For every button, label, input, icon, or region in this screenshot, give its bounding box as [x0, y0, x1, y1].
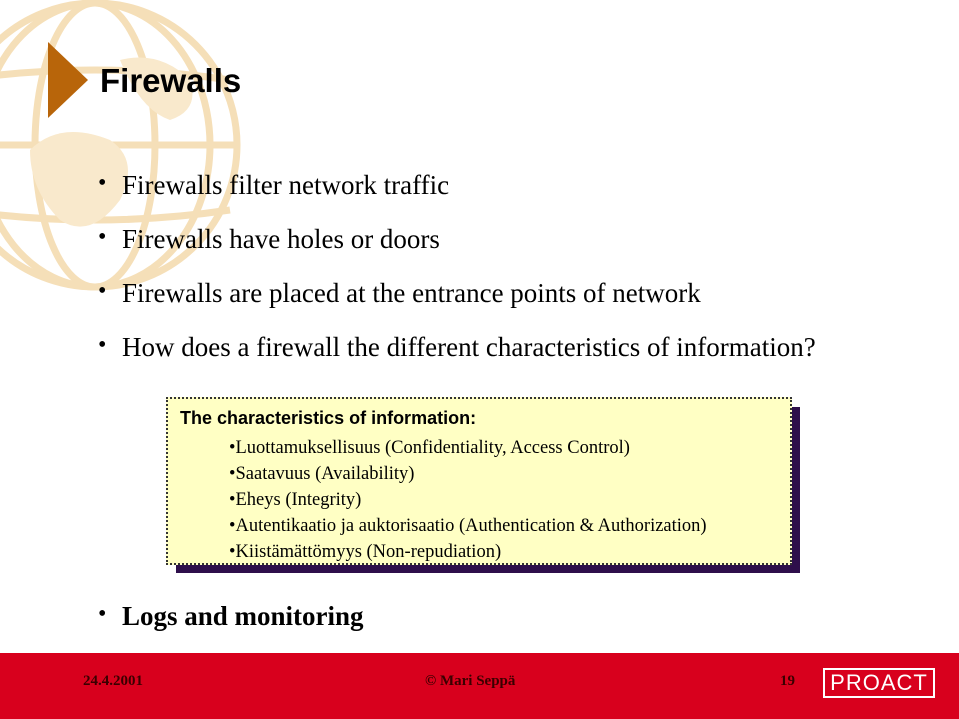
- list-item: •Kiistämättömyys (Non-repudiation): [229, 542, 502, 562]
- list-item: •Luottamuksellisuus (Confidentiality, Access Control): [229, 438, 630, 458]
- list-item: •Autentikaatio ja auktorisaatio (Authentication & Authorization): [229, 516, 707, 536]
- list-item: •Eheys (Integrity): [229, 490, 362, 510]
- bullet-icon: •: [98, 170, 107, 196]
- list-item: • Firewalls filter network traffic: [98, 170, 450, 200]
- list-item: • Firewalls are placed at the entrance points of network: [98, 278, 701, 308]
- list-item: • Firewalls have holes or doors: [98, 224, 440, 254]
- footer-bar: [0, 653, 959, 719]
- proact-logo: PROACT: [823, 668, 935, 698]
- list-item: •Saatavuus (Availability): [229, 464, 415, 484]
- info-box-title: The characteristics of information:: [180, 408, 477, 428]
- logs-bullet: • Logs and monitoring: [98, 601, 364, 631]
- bullet-list: [98, 172, 816, 388]
- footer-author: © Mari Seppä: [425, 673, 516, 689]
- info-box-list: [229, 435, 707, 565]
- bullet-icon: •: [98, 332, 107, 358]
- list-item: • How does a firewall the different characteristics of information?: [98, 332, 816, 362]
- page-number: 19: [780, 673, 795, 689]
- slide-title: Firewalls: [100, 62, 242, 99]
- bullet-icon: •: [98, 601, 107, 627]
- footer-date: 24.4.2001: [83, 673, 143, 689]
- info-box: [166, 397, 792, 565]
- title-arrow-icon: [48, 42, 88, 118]
- bullet-icon: •: [98, 278, 107, 304]
- bullet-icon: •: [98, 224, 107, 250]
